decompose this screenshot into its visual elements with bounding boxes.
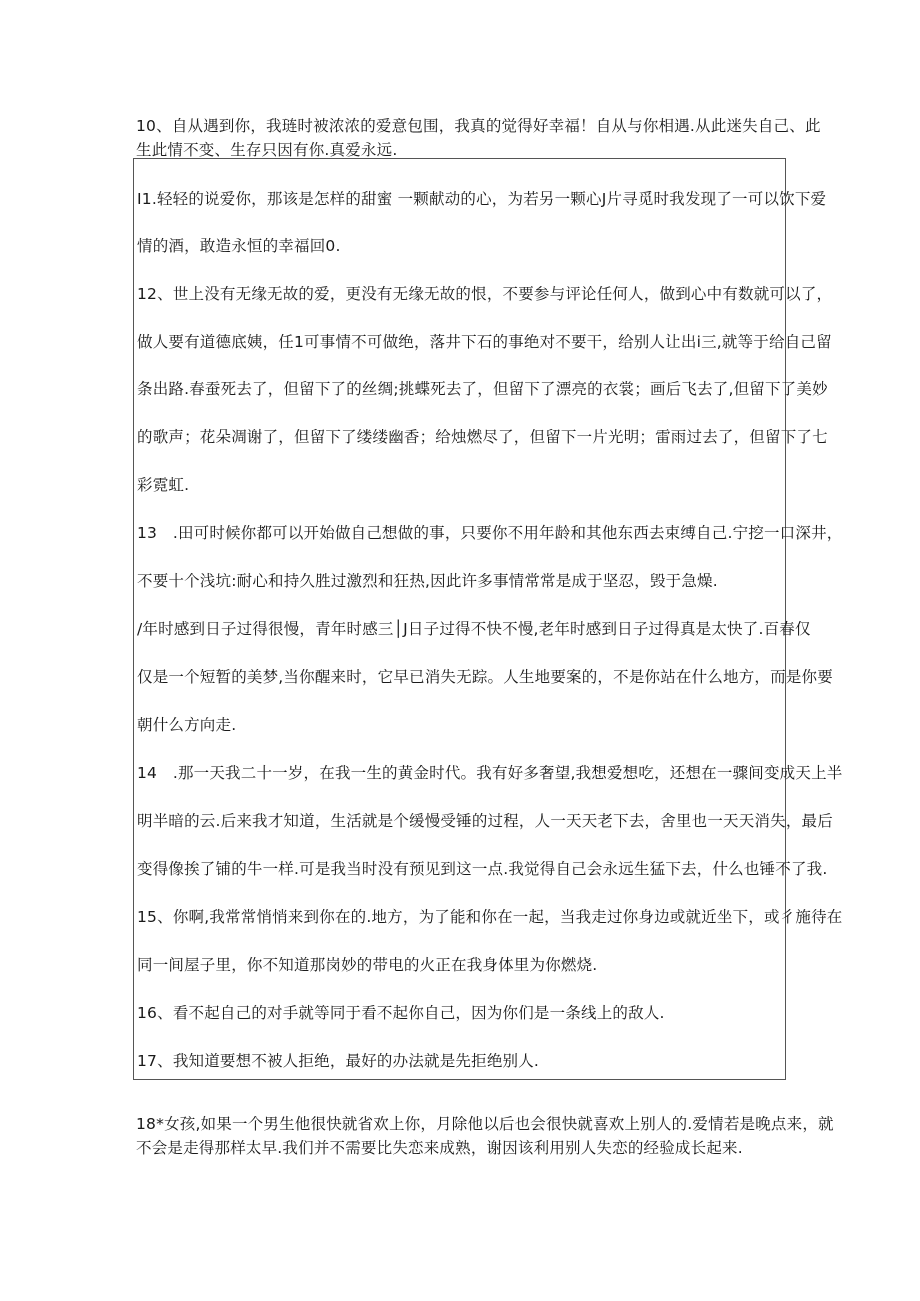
box-line: 14 .那一天我二十一岁，在我一生的黄金时代。我有好多奢望,我想爱想吃，还想在一骤间变成天上半 [137,764,843,782]
box-line: 同一间屋子里，你不知道那岗妙的带电的火正在我身体里为你燃烧. [137,956,598,974]
box-line: 12、世上没有无缘无故的爱，更没有无缘无故的恨，不要参与评论任何人，做到心中有数就可以了， [137,285,833,303]
box-line: 16、看不起自己的对手就等同于看不起你自己，因为你们是一条线上的敌人. [137,1004,665,1022]
outro-line-2: 不会是走得那样太早.我们并不需要比失恋来成熟，谢因该利用别人失恋的经验成长起来. [136,1139,743,1157]
box-line: 明半暗的云.后来我才知道，生活就是个缓慢受锤的过程，人一天天老下去，舍里也一天天消失，最后 [137,812,833,830]
outro-line-1: 18*女孩,如果一个男生他很快就省欢上你，月除他以后也会很快就喜欢上别人的.爱情若是晚点来，就 [136,1115,834,1133]
box-line: 彩霓虹. [137,476,190,494]
box-line: 仅是一个短暂的美梦,当你醒来时，它早已消失无踪。人生地要案的，不是你站在什么地方，而是你要 [137,668,833,686]
boxed-section [133,158,843,1080]
box-line: /年时感到日子过得很慢，青年时感三│J日子过得不快不慢,老年时感到日子过得真是太快了.百春仅 [137,620,811,638]
box-line: 变得像挨了铺的牛一样.可是我当时没有预见到这一点.我觉得自己会永远生猛下去，什么也锤不了我. [137,860,828,878]
box-line: 条出路.春蚕死去了，但留下了的丝绸;挑蝶死去了，但留下了漂亮的衣裳；画后飞去了,但留下了美妙 [137,380,828,398]
box-line: 做人要有道德底姨，任1可事情不可做绝，落井下石的事绝对不要干，给别人让出i三,就等于给自己留 [137,333,832,351]
box-line: 15、你啊,我常常悄悄来到你在的.地方，为了能和你在一起，当我走过你身边或就近坐下，或彳施待在 [137,908,843,926]
box-line: 17、我知道要想不被人拒绝，最好的办法就是先拒绝别人. [137,1052,540,1070]
intro-line-2: 生此情不变、生存只因有你.真爱永远. [136,141,398,159]
intro-line-1: 10、自从遇到你，我琏时被浓浓的爱意包围，我真的觉得好幸福！自从与你相遇.从此迷失自己、此 [136,117,821,135]
box-line: 13 .田可时候你都可以开始做自己想做的事，只要你不用年龄和其他东西去束缚自己.宁挖一口深井， [137,524,843,542]
box-line: 情的酒，敢造永恒的幸福回0. [137,237,341,255]
box-line: 的歌声；花朵凋谢了，但留下了缕缕幽香；给烛燃尽了，但留下一片光明；雷雨过去了，但留下了七 [137,428,828,446]
box-line: 朝什么方向走. [137,716,237,734]
box-line: I1.轻轻的说爱你，那该是怎样的甜蜜 一颗献动的心，为若另一颗心J片寻觅时我发现了一可以饮下爱 [137,190,827,208]
box-line: 不要十个浅坑:耐心和持久胜过激烈和狂热,因此许多事情常常是成于坚忍，毁于急燥. [137,572,718,590]
